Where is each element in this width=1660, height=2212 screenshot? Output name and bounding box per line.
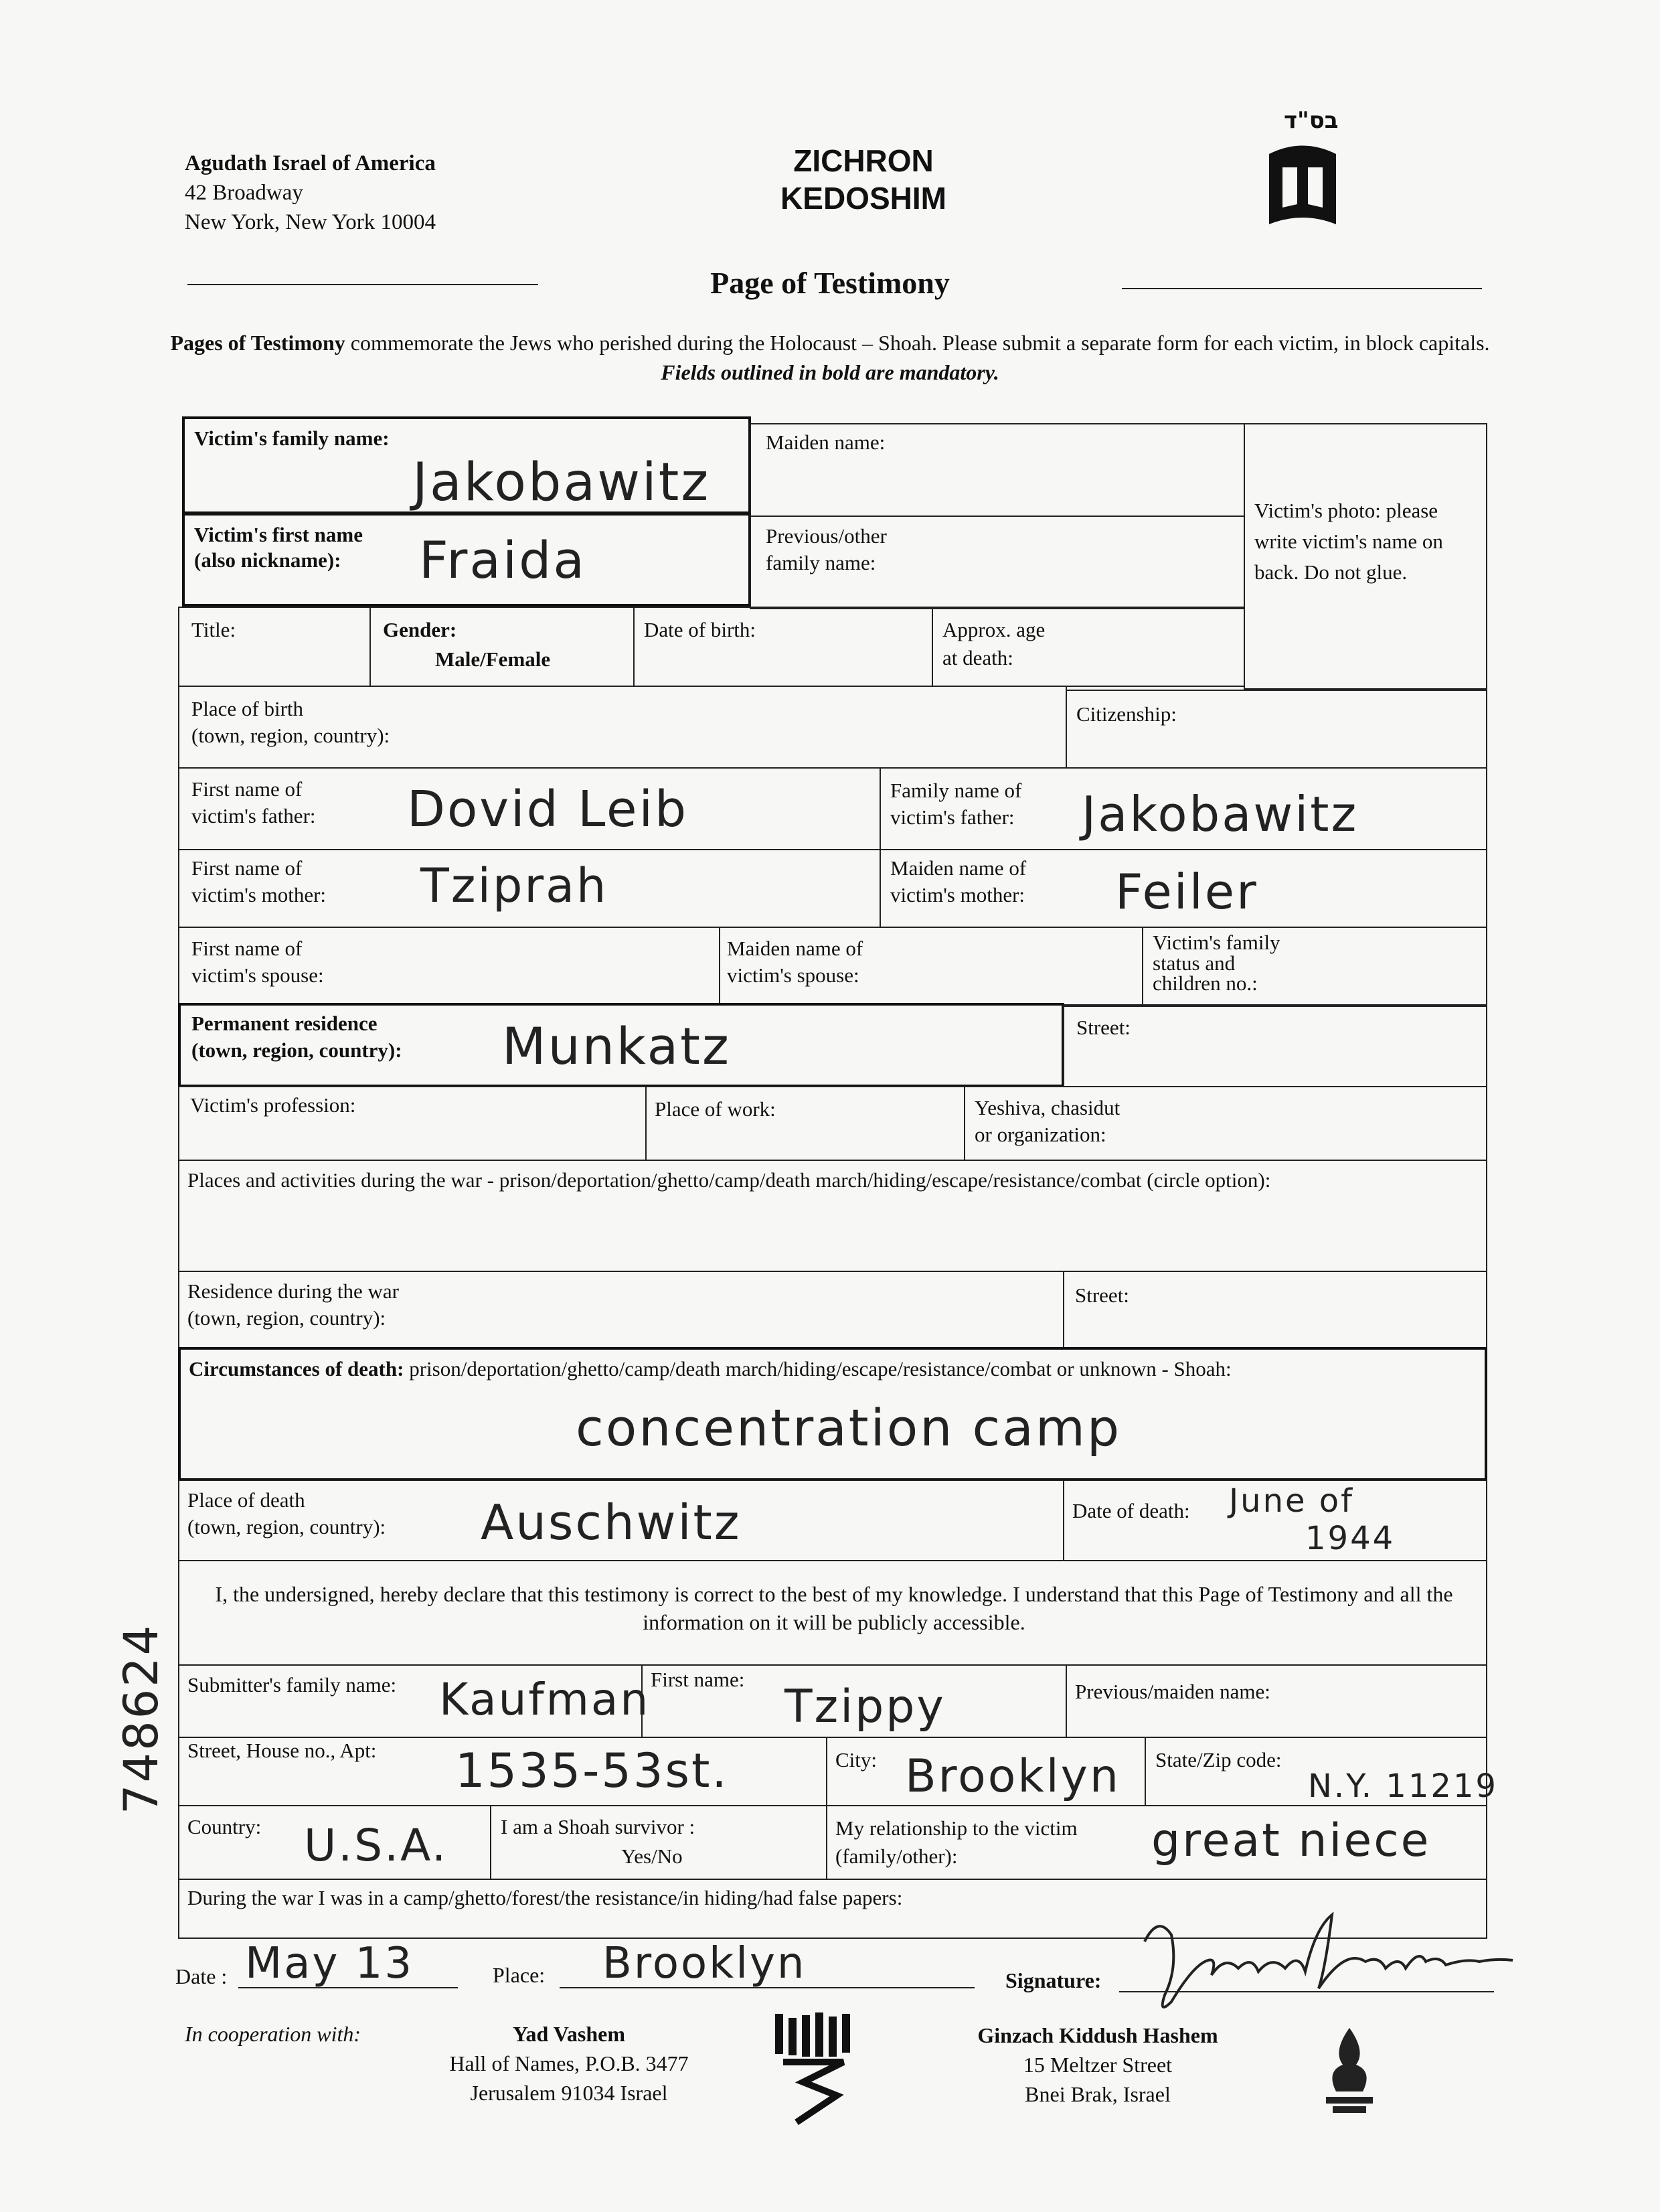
spouse-maiden-name-field[interactable] xyxy=(719,927,1143,1006)
relationship-field[interactable] xyxy=(826,1805,1487,1880)
citizenship-label: Citizenship: xyxy=(1076,702,1177,726)
circumstances-value: concentration camp xyxy=(576,1398,1122,1457)
sub-first-label: First name: xyxy=(651,1668,745,1691)
street-field[interactable] xyxy=(1063,1006,1487,1087)
photo-label: Victim's photo: please write victim's name on back. Do not glue. xyxy=(1254,499,1443,584)
declaration-text: I, the undersigned, hereby declare that this testimony is correct to the best of my knowledge. I understand that this Page of Testimony and all the information on it will be publicly accessible. xyxy=(215,1582,1453,1634)
pob-label-1: Place of birth xyxy=(191,697,304,720)
relationship-label-2: (family/other): xyxy=(835,1844,958,1868)
menorah-logo-icon xyxy=(770,2008,863,2129)
dod-value-2: 1944 xyxy=(1305,1520,1396,1557)
state-zip-field[interactable] xyxy=(1145,1737,1498,1806)
street-house-field[interactable] xyxy=(178,1737,827,1806)
first-name-field[interactable] xyxy=(182,513,751,607)
family-name-field[interactable] xyxy=(182,416,751,514)
yeshiva-label-1: Yeshiva, chasidut xyxy=(975,1096,1120,1119)
book-logo-icon xyxy=(1262,141,1343,234)
family-status-label-1: Victim's family xyxy=(1153,931,1280,954)
organization-block xyxy=(185,149,436,237)
pod-label-2: (town, region, country): xyxy=(187,1515,386,1538)
place-of-work-field[interactable] xyxy=(645,1086,965,1161)
mother-maiden-label-1: Maiden name of xyxy=(890,856,1027,880)
sub-first-value: Tzippy xyxy=(784,1680,946,1733)
dod-label: Date of death: xyxy=(1072,1499,1190,1522)
sub-prev-label: Previous/maiden name: xyxy=(1075,1680,1270,1703)
submitter-first-name-field[interactable] xyxy=(641,1664,1067,1738)
father-family-name-field[interactable] xyxy=(880,767,1487,850)
date-of-death-field[interactable] xyxy=(1063,1480,1487,1561)
relationship-value: great niece xyxy=(1151,1814,1431,1867)
profession-label: Victim's profession: xyxy=(190,1093,356,1117)
yad-vashem-block xyxy=(428,2019,710,2108)
org-name: Agudath Israel of America xyxy=(185,151,436,175)
residence-value: Munkatz xyxy=(502,1016,731,1076)
family-status-label-2: status and xyxy=(1153,951,1236,975)
declaration-box xyxy=(178,1560,1487,1666)
survivor-label: I am a Shoah survivor : xyxy=(501,1815,695,1838)
age-label-2: at death: xyxy=(942,646,1013,669)
place-of-death-field[interactable] xyxy=(178,1480,1064,1561)
submitter-family-name-field[interactable] xyxy=(178,1664,651,1738)
mother-maiden-value: Feiler xyxy=(1115,864,1258,920)
country-value: U.S.A. xyxy=(304,1820,448,1871)
signature-label: Signature: xyxy=(1005,1968,1102,1992)
mother-maiden-label-2: victim's mother: xyxy=(890,883,1025,906)
profession-field[interactable] xyxy=(178,1086,647,1161)
war-places-label: Places and activities during the war - prison/deportation/ghetto/camp/death march/hiding/escape/resistance/combat (circle option): xyxy=(187,1168,1271,1192)
father-first-label-1: First name of xyxy=(191,777,303,801)
mother-first-name-field[interactable] xyxy=(178,849,881,928)
spouse-first-name-field[interactable] xyxy=(178,927,720,1006)
age-label-1: Approx. age xyxy=(942,618,1046,641)
side-handwritten-number: 748624 xyxy=(114,1623,169,1814)
signature-image[interactable] xyxy=(1131,1888,1533,2022)
father-first-value: Dovid Leib xyxy=(407,781,689,838)
family-name-label: Victim's family name: xyxy=(194,426,390,450)
yv-addr2: Jerusalem 91034 Israel xyxy=(470,2081,668,2105)
first-name-label-2: (also nickname): xyxy=(194,548,341,572)
circ-label-rest: prison/deportation/ghetto/camp/death march/hiding/escape/resistance/combat or unknown - Shoah: xyxy=(404,1357,1232,1380)
circumstances-of-death-field[interactable] xyxy=(178,1347,1487,1481)
dod-value-1: June of xyxy=(1229,1482,1355,1520)
date-of-birth-field[interactable] xyxy=(633,607,933,687)
first-name-label-1: Victim's first name xyxy=(194,523,363,546)
header-rule-left xyxy=(187,284,538,285)
sub-family-value: Kaufman xyxy=(439,1674,651,1725)
permanent-residence-field[interactable] xyxy=(178,1003,1064,1087)
father-family-label-1: Family name of xyxy=(890,779,1022,802)
mother-first-label-2: victim's mother: xyxy=(191,883,327,906)
prev-family-label-2: family name: xyxy=(766,551,876,574)
survivor-options: Yes/No xyxy=(621,1844,683,1868)
residence-label-1: Permanent residence xyxy=(191,1012,378,1035)
org-street: 42 Broadway xyxy=(185,181,303,205)
mother-first-label-1: First name of xyxy=(191,856,303,880)
war-street-field[interactable] xyxy=(1063,1271,1487,1348)
street-house-label: Street, House no., Apt: xyxy=(187,1739,377,1762)
circ-label-bold: Circumstances of death: xyxy=(189,1357,404,1380)
country-field[interactable] xyxy=(178,1805,491,1880)
intro-mandatory: Fields outlined in bold are mandatory. xyxy=(661,360,999,384)
war-street-label: Street: xyxy=(1075,1283,1129,1307)
street-label: Street: xyxy=(1076,1016,1131,1039)
war-residence-label-1: Residence during the war xyxy=(187,1279,399,1303)
date-label: Date : xyxy=(175,1964,228,1988)
family-status-field[interactable] xyxy=(1142,927,1487,1006)
sub-family-label: Submitter's family name: xyxy=(187,1673,397,1696)
yv-name: Yad Vashem xyxy=(512,2022,626,2046)
prev-family-label-1: Previous/other xyxy=(766,524,887,548)
street-house-value: 1535-53st. xyxy=(455,1743,729,1798)
pod-value: Auschwitz xyxy=(481,1494,742,1551)
gender-options: Male/Female xyxy=(435,647,551,671)
family-status-label-3: children no.: xyxy=(1153,971,1258,995)
city-field[interactable] xyxy=(826,1737,1146,1806)
victim-photo-box xyxy=(1244,423,1487,690)
city-value: Brooklyn xyxy=(905,1750,1120,1803)
gk-name: Ginzach Kiddush Hashem xyxy=(977,2023,1218,2047)
gk-addr1: 15 Meltzer Street xyxy=(1023,2053,1173,2077)
state-zip-value: N.Y. 11219 xyxy=(1308,1767,1498,1805)
during-war-label: During the war I was in a camp/ghetto/forest/the resistance/in hiding/had false papers: xyxy=(187,1886,903,1909)
maiden-name-field[interactable] xyxy=(750,423,1245,517)
place-of-birth-field[interactable] xyxy=(178,686,1067,769)
father-family-label-2: victim's father: xyxy=(890,805,1015,829)
first-name-value: Fraida xyxy=(419,530,586,590)
yeshiva-field[interactable] xyxy=(964,1086,1487,1161)
pod-label-1: Place of death xyxy=(187,1488,305,1512)
gender-field[interactable] xyxy=(369,607,635,687)
intro-body: commemorate the Jews who perished during the Holocaust – Shoah. Please submit a separate form for each victim, in block capitals. xyxy=(345,331,1490,355)
org-city: New York, New York 10004 xyxy=(185,210,436,234)
father-first-label-2: victim's father: xyxy=(191,804,316,827)
pob-label-2: (town, region, country): xyxy=(191,724,390,747)
place-value[interactable]: Brooklyn xyxy=(602,1939,807,1988)
dob-label: Date of birth: xyxy=(644,618,756,641)
spouse-first-label-1: First name of xyxy=(191,937,303,960)
cooperation-label: In cooperation with: xyxy=(185,2022,361,2046)
citizenship-field[interactable] xyxy=(1066,690,1487,769)
previous-family-name-field[interactable] xyxy=(750,516,1245,609)
page-title: Page of Testimony xyxy=(710,266,950,300)
yv-addr1: Hall of Names, P.O.B. 3477 xyxy=(449,2051,689,2075)
heading-line-2: KEDOSHIM xyxy=(780,181,946,216)
mother-maiden-name-field[interactable] xyxy=(880,849,1487,928)
father-family-value: Jakobawitz xyxy=(1082,786,1359,842)
maiden-name-label: Maiden name: xyxy=(766,430,886,454)
spouse-first-label-2: victim's spouse: xyxy=(191,963,324,987)
place-label: Place: xyxy=(493,1963,546,1987)
father-first-name-field[interactable] xyxy=(178,767,881,850)
war-residence-field[interactable] xyxy=(178,1271,1064,1348)
circumstances-label xyxy=(189,1356,1232,1382)
residence-label-2: (town, region, country): xyxy=(191,1038,402,1062)
date-value[interactable]: May 13 xyxy=(245,1939,414,1988)
spouse-maiden-label-2: victim's spouse: xyxy=(727,963,859,987)
gk-addr2: Bnei Brak, Israel xyxy=(1025,2082,1171,2106)
shoah-survivor-field[interactable] xyxy=(490,1805,827,1880)
approx-age-field[interactable] xyxy=(932,607,1245,687)
yeshiva-label-2: or organization: xyxy=(975,1123,1106,1146)
family-name-value: Jakobawitz xyxy=(412,453,711,513)
war-residence-label-2: (town, region, country): xyxy=(187,1306,386,1330)
spouse-maiden-label-1: Maiden name of xyxy=(727,937,863,960)
flame-logo-icon xyxy=(1316,2025,1383,2118)
header-rule-right xyxy=(1122,288,1482,289)
submitter-previous-name-field[interactable] xyxy=(1066,1664,1487,1738)
bsd-mark: בס"ד xyxy=(1284,107,1339,134)
intro-bold: Pages of Testimony xyxy=(170,331,345,355)
title-label: Title: xyxy=(191,618,236,641)
intro-text xyxy=(167,328,1493,387)
gender-label: Gender: xyxy=(383,618,457,641)
work-label: Place of work: xyxy=(655,1097,776,1121)
state-zip-label: State/Zip code: xyxy=(1155,1748,1282,1771)
form-heading xyxy=(730,142,997,217)
war-places-field[interactable] xyxy=(178,1160,1487,1272)
title-field[interactable] xyxy=(178,607,371,687)
relationship-label-1: My relationship to the victim xyxy=(835,1816,1078,1840)
ginzach-block xyxy=(937,2021,1258,2109)
city-label: City: xyxy=(835,1748,878,1771)
country-label: Country: xyxy=(187,1815,262,1838)
mother-first-value: Tziprah xyxy=(420,858,608,913)
heading-line-1: ZICHRON xyxy=(793,143,934,178)
